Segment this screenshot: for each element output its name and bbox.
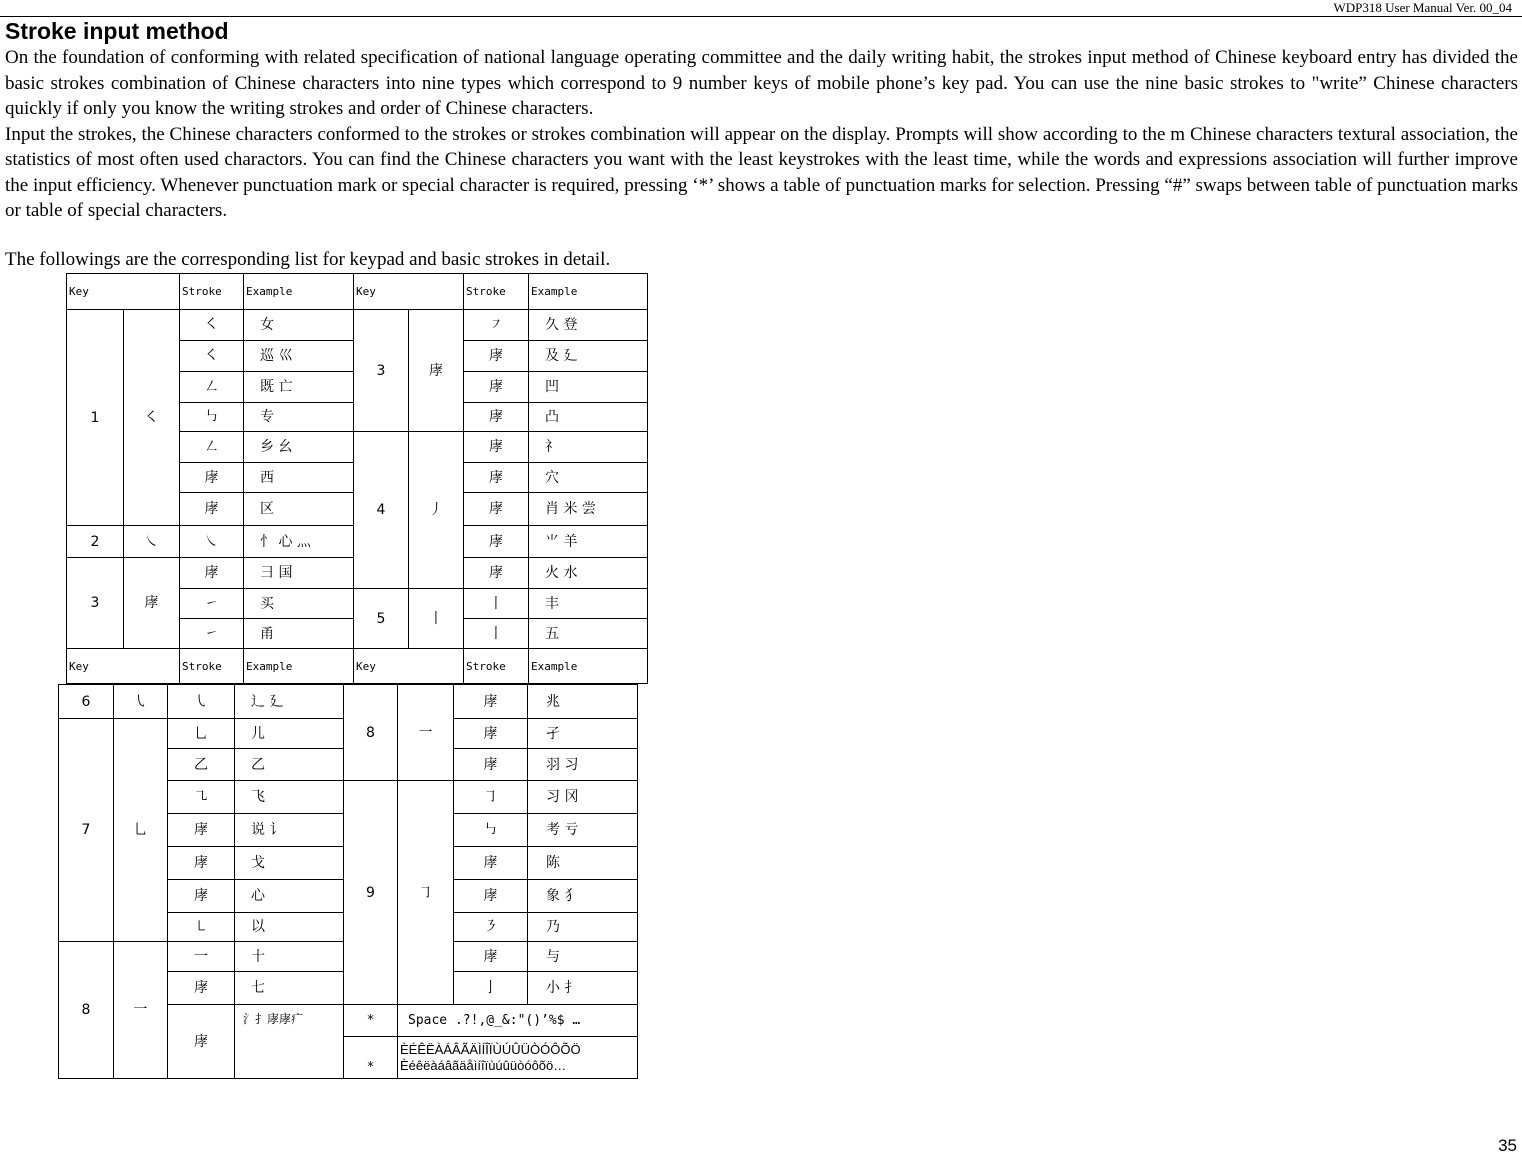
header-key: Key [67, 274, 180, 310]
stroke-cell: 一 [114, 942, 168, 1079]
stroke-variant: ㇇ [464, 310, 529, 341]
running-header: WDP318 User Manual Ver. 00_04 [1333, 0, 1512, 15]
key-cell: 3 [354, 310, 409, 432]
example-cell: 彐 国 [244, 558, 354, 589]
page-number: 35 [1498, 1136, 1517, 1155]
stroke-cell: 乚 [114, 719, 168, 942]
example-cell: 买 [244, 589, 354, 619]
example-cell: 忄 心 灬 [244, 526, 354, 558]
header-key: Key [67, 649, 180, 684]
stroke-variant: 庨 [464, 432, 529, 463]
stroke-variant: 庨 [454, 847, 528, 880]
stroke-variant: ㇛ [180, 341, 244, 372]
example-cell: 羽 习 [528, 749, 638, 781]
stroke-variant: ㇆ [454, 781, 528, 814]
example-cell: 丰 [529, 589, 648, 619]
example-cell: 与 [528, 942, 638, 972]
stroke-variant: ㇉ [454, 814, 528, 847]
star-key: * [344, 1037, 398, 1079]
example-cell: 戈 [235, 847, 344, 880]
example-cell: 五 [529, 619, 648, 649]
example-cell: 专 [244, 403, 354, 432]
table-header-row [67, 274, 648, 310]
stroke-variant: 庨 [454, 880, 528, 913]
stroke-variant: ㇀ [180, 619, 244, 649]
stroke-cell: ㇆ [398, 781, 454, 1005]
stroke-cell: 庨 [124, 558, 180, 649]
stroke-variant: ㇋ [454, 913, 528, 942]
example-cell: 及 廴 [529, 341, 648, 372]
stroke-variant: 庨 [454, 942, 528, 972]
stroke-variant: 庨 [464, 493, 529, 526]
key-cell: 1 [67, 310, 124, 526]
stroke-variant: 庨 [454, 749, 528, 781]
key-cell: 3 [67, 558, 124, 649]
header-example: Example [529, 649, 648, 684]
stroke-variant: 庨 [454, 719, 528, 749]
example-cell: 久 登 [529, 310, 648, 341]
example-cell: 习 冈 [528, 781, 638, 814]
key-cell: 4 [354, 432, 409, 589]
stroke-cell: 庨 [409, 310, 464, 432]
stroke-variant: 庨 [168, 880, 235, 913]
stroke-variant: 庨 [168, 847, 235, 880]
header-divider [0, 16, 1522, 17]
example-cell: 乙 [235, 749, 344, 781]
paragraph-1: On the foundation of conforming with related specification of national language operating committee and the daily writing habit, the strokes input method of Chinese keyboard entry has divided the basic strokes combination of Chinese characters into nine types which correspond to 9 number keys of mobile phone’s key pad. You can use the nine basic strokes to "write” Chinese characters quickly if only you know the writing strokes and order of Chinese characters. [5, 47, 1518, 119]
header-stroke: Stroke [464, 649, 529, 684]
example-cell: 兆 [528, 685, 638, 719]
example-cell: 十 [235, 942, 344, 972]
stroke-variant: ㇂ [168, 685, 235, 719]
table-intro: The followings are the corresponding list for keypad and basic strokes in detail. [5, 249, 611, 270]
stroke-table-1 [66, 273, 648, 684]
stroke-variant: 乚 [168, 719, 235, 749]
stroke-variant: 庨 [168, 1005, 235, 1079]
stroke-variant: ㇏ [180, 526, 244, 558]
stroke-variant: 丨 [464, 619, 529, 649]
header-key: Key [354, 649, 464, 684]
stroke-variant: 一 [168, 942, 235, 972]
stroke-variant: 庨 [464, 372, 529, 403]
table-header-row [67, 649, 648, 684]
stroke-variant: ㇛ [180, 310, 244, 341]
stroke-variant: ㇀ [180, 589, 244, 619]
key-cell: 5 [354, 589, 409, 649]
example-cell: 礻 [529, 432, 648, 463]
key-cell: 6 [59, 685, 114, 719]
stroke-cell: ㇛ [124, 310, 180, 526]
stroke-variant: 庨 [180, 558, 244, 589]
key-cell: 9 [344, 781, 398, 1005]
stroke-variant: 庨 [464, 341, 529, 372]
example-cell: 肖 米 尝 [529, 493, 648, 526]
stroke-cell: 丿 [409, 432, 464, 589]
example-cell: 辶 廴 [235, 685, 344, 719]
example-cell: 凸 [529, 403, 648, 432]
example-cell: 既 亡 [244, 372, 354, 403]
example-cell: 以 [235, 913, 344, 942]
stroke-variant: 庨 [464, 526, 529, 558]
header-example: Example [529, 274, 648, 310]
key-cell: 7 [59, 719, 114, 942]
key-cell: 2 [67, 526, 124, 558]
stroke-variant: 庨 [464, 558, 529, 589]
paragraph-2: Input the strokes, the Chinese characters conformed to the strokes or strokes combination will appear on the display. Prompts will show according to the m Chinese characters textural association, the statistics of most often used charactors. You can find the Chinese characters you want with the least keystrokes with the least time, while the words and expressions association will further improve the input efficiency. Whenever punctuation mark or special character is required, pressing ‘*’ shows a table of punctuation marks for selection. Pressing “#” swaps between table of punctuation marks or table of special characters. [5, 123, 1518, 221]
stroke-variant: 庨 [168, 814, 235, 847]
key-cell: 8 [344, 685, 398, 781]
example-cell: 乃 [528, 913, 638, 942]
header-key: Key [354, 274, 464, 310]
stroke-variant: 庨 [464, 463, 529, 493]
stroke-variant: ㇄ [168, 913, 235, 942]
example-cell: 儿 [235, 719, 344, 749]
example-cell: 巡 巛 [244, 341, 354, 372]
section-title: Stroke input method [5, 18, 229, 44]
example-cell: 小 扌 [528, 972, 638, 1005]
key-cell: 8 [59, 942, 114, 1079]
example-cell: 说 讠 [235, 814, 344, 847]
example-cell: 飞 [235, 781, 344, 814]
stroke-variant: 丨 [464, 589, 529, 619]
example-cell: ⺌ 羊 [529, 526, 648, 558]
stroke-cell: ㇂ [114, 685, 168, 719]
example-cell: 陈 [528, 847, 638, 880]
example-cell: 氵扌庨庨疒 [235, 1005, 344, 1079]
example-cell: 西 [244, 463, 354, 493]
table-row [59, 685, 638, 719]
header-example: Example [244, 274, 354, 310]
stroke-variant: 庨 [168, 972, 235, 1005]
stroke-variant: ㇉ [180, 403, 244, 432]
example-cell: 象 犭 [528, 880, 638, 913]
header-stroke: Stroke [464, 274, 529, 310]
table-row [67, 310, 648, 341]
stroke-cell: 一 [398, 685, 454, 781]
stroke-variant: 庨 [180, 463, 244, 493]
header-stroke: Stroke [180, 274, 244, 310]
stroke-variant: 庨 [464, 403, 529, 432]
stroke-variant: 庨 [454, 685, 528, 719]
example-cell: 甬 [244, 619, 354, 649]
stroke-cell: 丨 [409, 589, 464, 649]
stroke-variant: ㇜ [180, 372, 244, 403]
stroke-variant: ㇜ [180, 432, 244, 463]
example-cell: 火 水 [529, 558, 648, 589]
header-example: Example [244, 649, 354, 684]
stroke-variant: 亅 [454, 972, 528, 1005]
body-text [5, 45, 1518, 224]
example-cell: 七 [235, 972, 344, 1005]
example-cell: 穴 [529, 463, 648, 493]
stroke-variant: 乙 [168, 749, 235, 781]
example-cell: 孑 [528, 719, 638, 749]
stroke-variant: ㇈ [168, 781, 235, 814]
example-cell: 考 亏 [528, 814, 638, 847]
example-cell: 区 [244, 493, 354, 526]
stroke-variant: 庨 [180, 493, 244, 526]
star-key: * [344, 1005, 398, 1037]
special-characters-list: ÈÉÊËÀÁÂÃÄÌÍÎÏÙÚÛÜÒÓÔÕÖ Èéêëàáâãäåìíîïùúûüòóôõö… [398, 1037, 638, 1079]
stroke-table-2 [58, 684, 638, 1079]
example-cell: 乡 幺 [244, 432, 354, 463]
example-cell: 凹 [529, 372, 648, 403]
header-stroke: Stroke [180, 649, 244, 684]
stroke-cell: ㇏ [124, 526, 180, 558]
punctuation-list: Space .?!,@_&:"()’%$ … [398, 1005, 638, 1037]
example-cell: 女 [244, 310, 354, 341]
example-cell: 心 [235, 880, 344, 913]
